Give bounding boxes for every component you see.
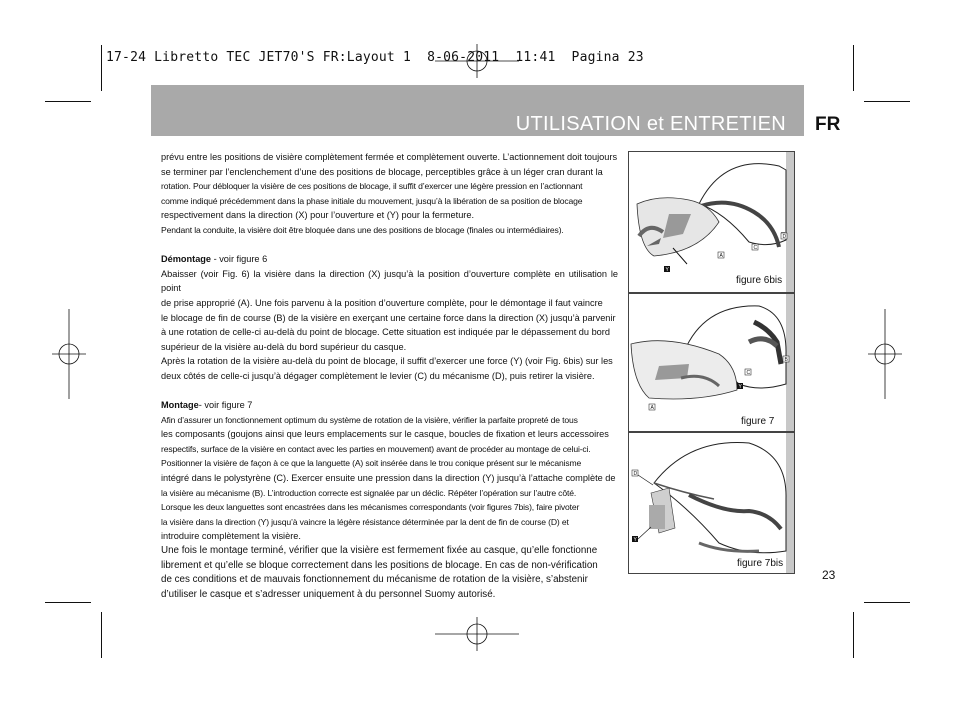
montage-ref: - voir figure 7 [198, 400, 253, 411]
body-line: rotation. Pour débloquer la visière de ces positions de blocage, il suffit d’exercer une légère pression en l’actionnant [161, 181, 583, 192]
crop-mark-bottom-right-v [853, 612, 854, 658]
body-line: Après la rotation de la visière au-delà du point de blocage, il suffit d’exercer une force (Y) (voir Fig. 6bis) sur les [161, 356, 613, 367]
registration-mark-left [52, 309, 86, 399]
body-line: librement et qu’elle se bloque correctement dans les positions de blocage. En cas de non-vérification [161, 559, 598, 571]
crop-mark-top-right-h [864, 101, 910, 102]
figure-6bis [628, 151, 795, 293]
body-line: les composants (goujons ainsi que leurs emplacements sur le casque, boucles de fixation et leurs accessoires [161, 429, 609, 440]
body-line: respectivement dans la direction (X) pour l’ouverture et (Y) pour la fermeture. [161, 210, 475, 221]
body-line: Afin d’assurer un fonctionnement optimum du système de rotation de la visière, vérifier la parfaite propreté de tous [161, 414, 578, 425]
body-line: intégré dans le polystyrène (C). Exercer ensuite une pression dans la direction (Y) jusqu’à l’attache complète de [161, 473, 616, 484]
print-slug: 17-24 Libretto TEC JET70'S FR:Layout 1 8-06-2011 11:41 Pagina 23 [106, 50, 644, 65]
crop-mark-bottom-left-v [101, 612, 102, 658]
figure-caption: figure 7 [741, 416, 775, 427]
page-number: 23 [822, 568, 836, 582]
body-line: la visière au mécanisme (B). L’introduction correcte est signalée par un déclic. Répéter l’opération sur l’autre côté. [161, 487, 577, 498]
demontage-heading-line [161, 252, 618, 267]
demontage-ref: - voir figure 6 [211, 254, 268, 265]
section-header-band [151, 85, 804, 136]
montage-heading: Montage [161, 400, 199, 411]
registration-mark-bottom [435, 617, 519, 651]
figure-label: Y [633, 537, 637, 543]
figure-caption: figure 7bis [737, 558, 784, 569]
section-title: UTILISATION et ENTRETIEN [515, 113, 786, 135]
body-line: d’utiliser le casque et s’adresser uniquement à du personnel Suomy autorisé. [161, 588, 496, 600]
figure-label: Y [738, 384, 742, 390]
figure-label: D [782, 234, 787, 240]
body-line: Abaisser (voir Fig. 6) la visière dans la direction (X) jusqu’à la position d’ouverture complète en utilisation le point [161, 268, 618, 294]
body-line: la visière dans la direction (Y) jusqu’à vaincre la légère résistance déterminée par la dent de fin de course (D) et [161, 516, 569, 527]
body-line: de prise approprié (A). Une fois parvenu à la position d’ouverture complète, pour le démontage il faut vaincre [161, 297, 603, 308]
body-line: respectifs, surface de la visière en contact avec les parties en mouvement) avant de procéder au montage de celui-ci. [161, 443, 591, 454]
figure-label: A [650, 405, 654, 411]
body-line: Lorsque les deux languettes sont encastrées dans les mécanismes correspondants (voir figures 7bis), faire pivoter [161, 502, 580, 513]
body-line: le blocage de fin de course (B) de la visière en exerçant une certaine force dans la direction (X) jusqu’à parvenir [161, 312, 616, 323]
crop-mark-bottom-left-h [45, 602, 91, 603]
figure-label: C [746, 370, 751, 376]
body-line: à une rotation de celle-ci au-delà du point de blocage. Cette situation est indiquée par le dépassement du bord [161, 327, 610, 338]
figure-label: C [753, 245, 758, 251]
figure-7bis [628, 432, 795, 574]
body-line: prévu entre les positions de visière complètement fermée et complètement ouverte. L’actionnement doit toujours [161, 152, 618, 162]
helmet-illustration [629, 294, 794, 431]
body-line: Positionner la visière de façon à ce que la languette (A) soit insérée dans le trou conique présent sur le mécanisme [161, 458, 582, 469]
figure-caption: figure 6bis [736, 275, 783, 286]
body-line: deux côtés de celle-ci jusqu’à dégager complètement le levier (C) du mécanisme (D), puis retirer la visière. [161, 370, 595, 381]
body-line: introduire complètement la visière. [161, 531, 301, 542]
body-line: Pendant la conduite, la visière doit être bloquée dans une des positions de blocage (finales ou intermédiaires). [161, 224, 564, 235]
figure-label: B [784, 357, 788, 363]
figure-label: D [633, 471, 638, 477]
registration-mark-right [868, 309, 902, 399]
crop-mark-top-left-v [101, 45, 102, 91]
helmet-illustration [629, 152, 794, 292]
montage-heading-line [161, 398, 618, 413]
language-tag: FR [815, 114, 841, 135]
body-line: de ces conditions et de mauvais fonctionnement du mécanisme de rotation de la visière, s’abstenir [161, 574, 588, 586]
crop-mark-bottom-right-h [864, 602, 910, 603]
body-line: se terminer par l’enclenchement d’une des positions de blocage, perceptibles grâce à un léger cran durant la [161, 166, 603, 177]
body-line: Une fois le montage terminé, vérifier que la visière est fermement fixée au casque, qu’elle fonctionne [161, 545, 598, 557]
body-text [161, 150, 618, 602]
crop-mark-top-right-v [853, 45, 854, 91]
figure-7 [628, 293, 795, 432]
demontage-heading: Démontage [161, 254, 212, 265]
body-line: supérieur de la visière au-delà du bord supérieur du casque. [161, 341, 407, 352]
crop-mark-top-left-h [45, 101, 91, 102]
figure-label: Y [665, 267, 669, 273]
figure-label: A [719, 253, 723, 259]
body-line: comme indiqué précédemment dans la phase initiale du mouvement, jusqu’à la libération de sa position de blocage [161, 195, 583, 206]
helmet-illustration [629, 433, 794, 573]
